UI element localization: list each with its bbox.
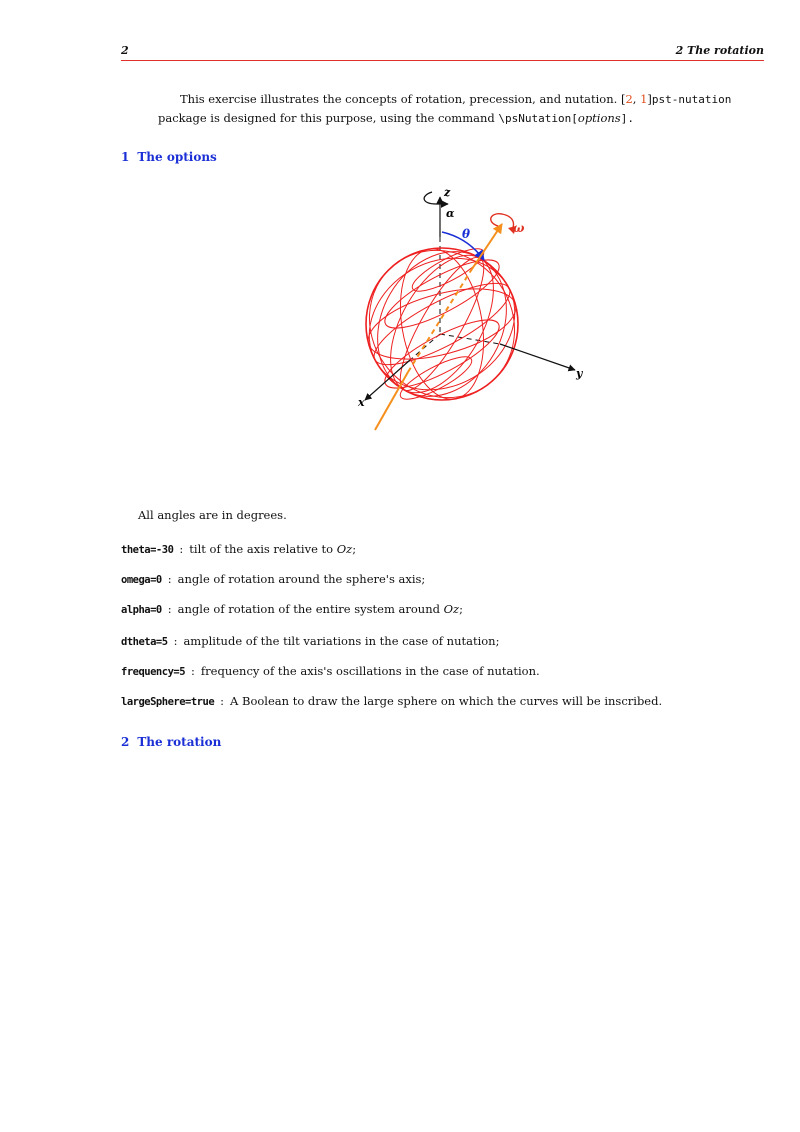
section-number: 2 <box>121 735 130 749</box>
option-key: frequency=5 <box>121 666 186 678</box>
section-heading-rotation[interactable] <box>121 735 221 749</box>
label-theta: θ <box>462 227 471 241</box>
label-z: z <box>444 186 451 199</box>
label-omega: ω <box>513 221 525 235</box>
intro-line-2 <box>158 109 758 128</box>
option-separator: : <box>173 634 178 648</box>
option-desc-em: Oz <box>336 542 353 556</box>
label-x: x <box>358 396 365 409</box>
angles-note: All angles are in degrees. <box>138 508 287 522</box>
package-name: pst-nutation <box>651 93 732 106</box>
section-title: The options <box>137 150 217 164</box>
option-desc: frequency of the axis's oscillations in the case of nutation. <box>200 664 540 678</box>
option-key: theta=-30 <box>121 544 174 556</box>
option-separator: : <box>220 694 225 708</box>
citation-close: ] <box>647 92 652 106</box>
option-separator: : <box>167 602 172 616</box>
citation-separator: , <box>632 92 641 106</box>
option-desc-end: ; <box>459 602 463 616</box>
intro-paragraph <box>158 90 758 128</box>
section-title: The rotation <box>137 735 222 749</box>
option-desc-end: ; <box>352 542 357 556</box>
label-alpha: α <box>446 207 455 220</box>
section-heading-options[interactable] <box>121 150 217 164</box>
option-desc-em: Oz <box>443 602 460 616</box>
option-largesphere <box>121 694 662 708</box>
option-desc: amplitude of the tilt variations in the case of nutation; <box>183 634 500 648</box>
option-frequency <box>121 664 540 678</box>
label-y: y <box>576 367 583 380</box>
command-name: \psNutation[ <box>498 112 578 125</box>
option-separator: : <box>167 572 172 586</box>
option-key: dtheta=5 <box>121 636 168 648</box>
option-separator: : <box>179 542 184 556</box>
citation-link-2[interactable]: 2 <box>625 92 633 106</box>
option-theta <box>121 542 356 556</box>
page-header <box>121 42 764 61</box>
option-desc: A Boolean to draw the large sphere on which the curves will be inscribed. <box>230 694 663 708</box>
citation-link-1[interactable]: 1 <box>640 92 648 106</box>
option-omega <box>121 572 425 586</box>
option-dtheta <box>121 634 499 648</box>
option-desc: tilt of the axis relative to <box>189 542 337 556</box>
command-arg: options <box>577 111 621 125</box>
option-key: omega=0 <box>121 574 162 586</box>
running-title: 2 The rotation <box>675 44 764 57</box>
command-close: ]. <box>620 112 634 125</box>
option-key: alpha=0 <box>121 604 162 616</box>
section-number: 1 <box>121 150 130 164</box>
page-number: 2 <box>121 44 129 57</box>
option-desc: angle of rotation around the sphere's axis; <box>177 572 426 586</box>
option-key: largeSphere=true <box>121 696 215 708</box>
intro-line-1 <box>158 90 758 109</box>
option-alpha <box>121 602 463 616</box>
intro-text-2: package is designed for this purpose, using the command <box>158 111 499 125</box>
option-separator: : <box>191 664 195 678</box>
intro-text-1: This exercise illustrates the concepts of rotation, precession, and nutation. [ <box>180 92 626 106</box>
option-desc: angle of rotation of the entire system around <box>177 602 444 616</box>
sphere-wireframe <box>350 221 544 427</box>
nutation-figure <box>350 182 590 437</box>
